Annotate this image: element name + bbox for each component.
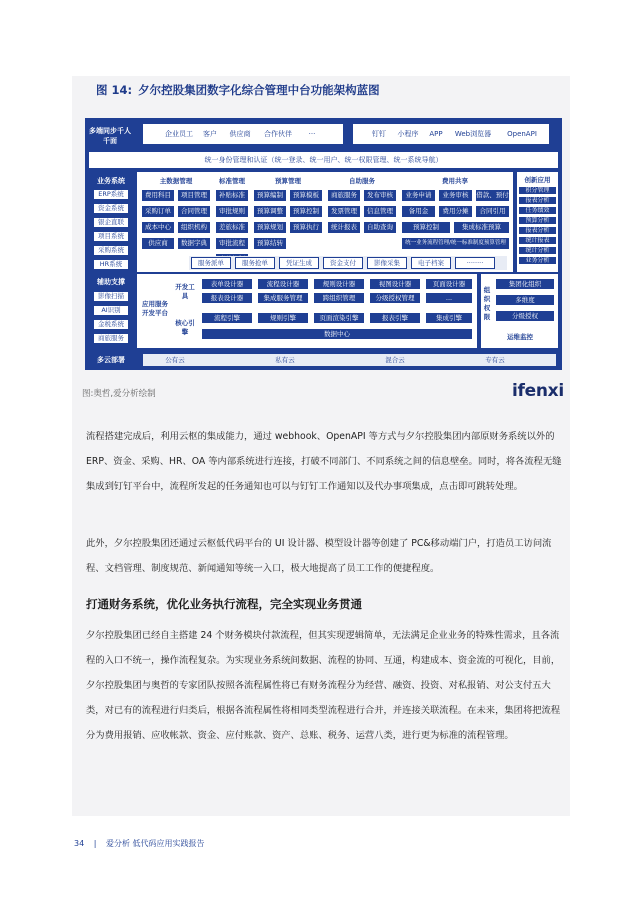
auto-service-item: 信息管理 (363, 205, 397, 218)
org-perm-item: 分级授权 (495, 310, 555, 322)
org-perm-item: 多维度 (495, 294, 555, 306)
app-platform-label: 应用服务开发平台 (142, 300, 168, 317)
dev-tool-item: 跨组织管理 (313, 292, 365, 304)
section-heading: 打通财务系统，优化业务执行流程，完全实现业务贯通 (86, 597, 362, 611)
innovation-item: 预算分析 (518, 216, 557, 225)
row1-left-item: 合作伙伴 (259, 124, 297, 144)
expense-title: 费用共享 (442, 176, 468, 185)
dev-tool-item: 集成服务管理 (257, 292, 309, 304)
budget-title: 预算管理 (275, 176, 301, 185)
shared-ops-label: 共享运营 (147, 258, 175, 267)
ops-monitor: 运维监控 (507, 332, 533, 341)
shared-ops-item: 服务抢单 (235, 257, 275, 269)
cloud-item: 专有云 (465, 354, 525, 366)
budget-item: 预算执行 (289, 221, 323, 234)
ifenxi-logo: ifenxi (512, 381, 564, 401)
business-item: 银企直联 (93, 217, 129, 228)
expense-item: 费用分摊 (438, 205, 473, 218)
auto-service-item: 发票管理 (327, 205, 361, 218)
business-item: HR系统 (93, 259, 129, 270)
core-engine-item: 报表引擎 (369, 312, 421, 324)
master-data-item: 组织机构 (177, 221, 211, 234)
row1-right-item: APP (425, 124, 447, 144)
paragraph-2: 此外，夕尔控股集团还通过云枢低代码平台的 UI 设计器、模型设计器等创建了 PC&移动端门户，打造员工访问流程、文档管理、制度规范、新闻通知等统一入口，极大地提高了员工工作的便捷程度。 (86, 538, 552, 574)
standard-item: 审批规则 (215, 205, 249, 218)
support-item: 影像扫描 (93, 291, 129, 302)
auto-service-item: 自助查询 (363, 221, 397, 234)
shared-ops-item: 服务派单 (191, 257, 231, 269)
dev-tools-label: 开发工具 (175, 283, 195, 300)
dev-tool-item: 分级授权管理 (369, 292, 421, 304)
expense-item: 业务审核 (438, 189, 473, 202)
cloud-item: 公有云 (145, 354, 205, 366)
shared-ops-item: 电子档案 (411, 257, 451, 269)
figure-title (96, 82, 380, 98)
cloud-label: 多云部署 (97, 355, 125, 364)
shared-ops-item: 资金支付 (323, 257, 363, 269)
core-engine-label: 核心引擎 (175, 319, 195, 336)
innovation-item: 任务绩效 (518, 206, 557, 215)
expense-item: 备用金 (401, 205, 436, 218)
dev-tool-item: 流程设计器 (257, 278, 309, 290)
page-number: 34 (74, 839, 85, 848)
standard-item: 差旅标准 (215, 221, 249, 234)
dev-tool-item: 规则设计器 (313, 278, 365, 290)
architecture-diagram (85, 118, 562, 370)
budget-item: 预算调整 (253, 205, 287, 218)
standard-title: 标准管理 (219, 176, 245, 185)
paragraph-3: 夕尔控股集团已经自主搭建 24 个财务模块付款流程，但其实现逻辑简单，无法满足企业业务的特殊性需求，且各流程的入口不统一，操作流程复杂。为实现业务系统间数据、流程的协同、互通，构建成本、资金流的可视化，目前，夕尔控股集团与奥哲的专家团队按照各流程属性将已有财务流程分为经营、融资、投资、对私报销、对公支付五大类，对已有的流程进行归类后，根据各流程属性将相同类型流程进行合并，并连接关联流程。在未来，集团将把流程分为费用报销、应收帐款、资金、应付账款、资产、总账、税务、运营八类，进行更为标准的流程管理。 (86, 630, 561, 741)
support-item: 金税系统 (93, 319, 129, 330)
master-data-item: 数据字典 (177, 237, 211, 250)
page-footer (74, 838, 212, 849)
report-title: 爱分析 低代码应用实践报告 (105, 839, 205, 848)
business-item: 项目系统 (93, 231, 129, 242)
expense-bottom: 统一业务流程管理/统一标准制度预算管理 (401, 237, 510, 250)
row1-right-item: 小程序 (393, 124, 423, 144)
master-data-item: 费用科目 (141, 189, 175, 202)
support-item: AI识别 (93, 305, 129, 316)
master-data-item: 成本中心 (141, 221, 175, 234)
paragraph-1: 流程搭建完成后，利用云枢的集成能力，通过 webhook、OpenAPI 等方式与夕尔控股集团内部原财务系统以外的 ERP、资金、采购、HR、OA 等内部系统进行连接，打破不同部门、不同系统之间的信息壁垒。同时，将各流程无缝集成到钉钉平台中，流程所发起的任务通知也可以与钉钉工作通知以及代办事项集成，点击即可跳转处理。 (86, 431, 562, 492)
dev-tool-item: ... (425, 292, 473, 304)
dev-tool-item: 报表设计器 (201, 292, 253, 304)
core-engine-item: 集成引擎 (425, 312, 473, 324)
innovation-item: 业务分析 (518, 256, 557, 265)
core-engine-item: 规则引擎 (257, 312, 309, 324)
innovation-item: 统计分析 (518, 246, 557, 255)
shared-ops-item: 凭证生成 (279, 257, 319, 269)
org-perm-label: 组织权限 (483, 286, 491, 321)
core-engine-item: 流程引擎 (201, 312, 253, 324)
innovation-item: 报表分析 (518, 226, 557, 235)
figure-source: 图:奥哲,爱分析绘制 (82, 389, 156, 399)
row1-right-item: 钉钉 (367, 124, 391, 144)
business-item: ERP系统 (93, 189, 129, 200)
expense-item: 合同引用 (475, 205, 510, 218)
innovation-title: 创新应用 (524, 176, 551, 185)
row1-left-item: 供应商 (225, 124, 255, 144)
cloud-item: 私有云 (255, 354, 315, 366)
data-center: 数据中心 (201, 328, 473, 340)
dev-tool-item: 页面设计器 (425, 278, 473, 290)
innovation-item: 积分管理 (518, 186, 557, 195)
master-data-item: 采购订单 (141, 205, 175, 218)
expense-item: 借款、预付 (475, 189, 510, 202)
row1-label: 多端同步千人千面 (89, 127, 131, 145)
cloud-item: 混合云 (365, 354, 425, 366)
master-data-item: 供应商 (141, 237, 175, 250)
core-engine-item: 页面渲染引擎 (313, 312, 365, 324)
auto-service-title: 自助服务 (349, 176, 375, 185)
shared-ops-item: ········ (455, 257, 495, 269)
standard-item: 补贴标准 (215, 189, 249, 202)
dev-tool-item: 表单设计器 (201, 278, 253, 290)
support-label: 辅助支撑 (97, 277, 125, 286)
row1-left-item: ··· (301, 124, 323, 144)
business-item: 资金系统 (93, 203, 129, 214)
expense-item: 集成标准预算 (453, 221, 510, 234)
row1-right-item: OpenAPI (499, 124, 545, 144)
master-data-title: 主数据管理 (159, 176, 193, 185)
business-label: 业务系统 (97, 176, 125, 185)
unified-auth: 统一身份管理和认证（统一登录、统一用户、统一权限管理、统一系统导航） (89, 152, 558, 168)
innovation-item: 统计报表 (518, 236, 557, 245)
footer-separator: | (93, 839, 97, 848)
figure-number: 图 14: (96, 83, 133, 97)
expense-item: 业务申请 (401, 189, 436, 202)
budget-item: 预算结转 (253, 237, 287, 250)
budget-item: 预算模板 (289, 189, 323, 202)
shared-ops-item: 影像采集 (367, 257, 407, 269)
org-perm-item: 集团化组织 (495, 278, 555, 290)
business-item: 采购系统 (93, 245, 129, 256)
expense-item: 预算控制 (401, 221, 451, 234)
innovation-item: 报表分析 (518, 196, 557, 205)
support-item: 商旅服务 (93, 333, 129, 344)
row1-left-item: 客户 (198, 124, 222, 144)
auto-service-item: 发布审核 (363, 189, 397, 202)
budget-item: 预算控制 (289, 205, 323, 218)
budget-item: 预算规划 (253, 221, 287, 234)
standard-item: 审批流程 (215, 237, 249, 250)
auto-service-item: 商旅服务 (327, 189, 361, 202)
row1-right-item: Web浏览器 (449, 124, 497, 144)
row1-left-item: 企业员工 (163, 124, 195, 144)
master-data-item: 项目管理 (177, 189, 211, 202)
master-data-item: 合同管理 (177, 205, 211, 218)
auto-service-item: 统计报表 (327, 221, 361, 234)
figure-title-text: 夕尔控股集团数字化综合管理中台功能架构蓝图 (138, 83, 380, 97)
dev-tool-item: 视图设计器 (369, 278, 421, 290)
budget-item: 预算编制 (253, 189, 287, 202)
